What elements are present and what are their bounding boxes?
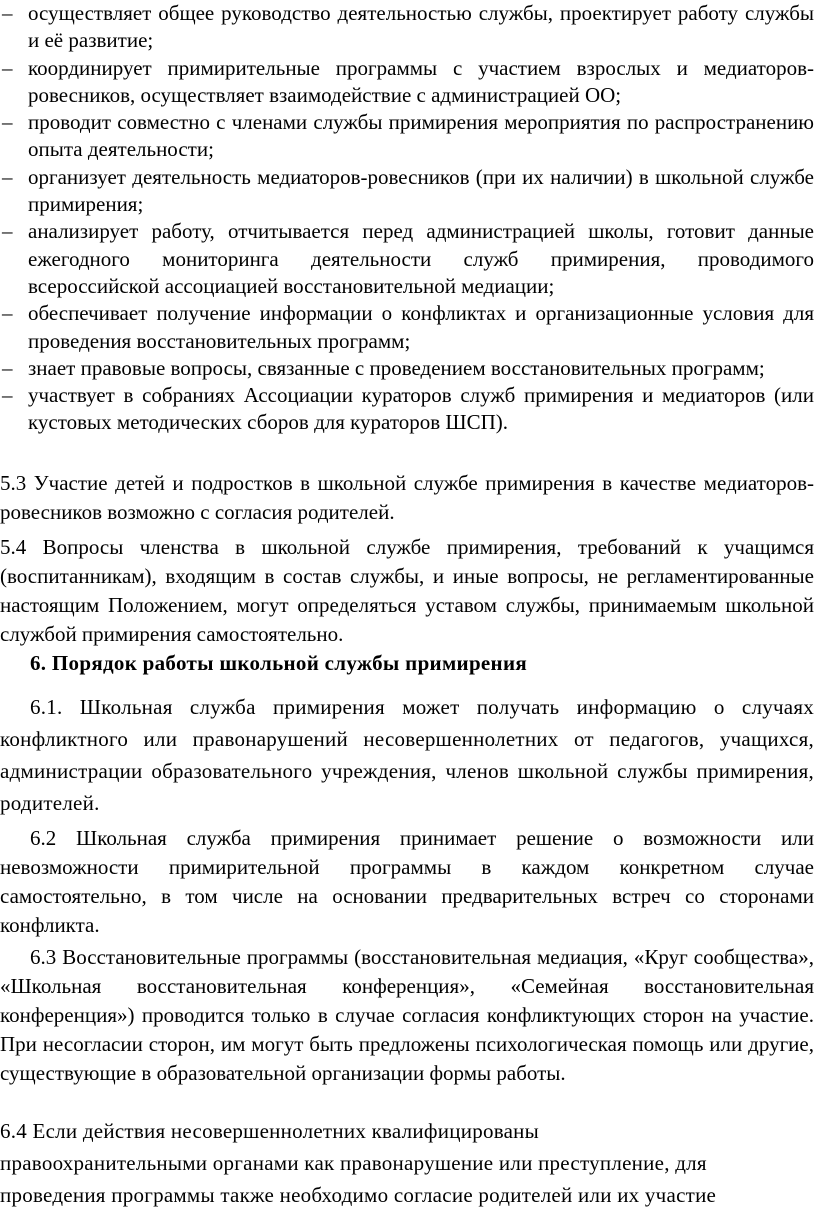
list-item: – обеспечивает получение информации о конфликтах и организационные условия для проведения восстановительных программ; (2, 301, 814, 353)
paragraph-5-3: 5.3 Участие детей и подростков в школьной службе примирения в качестве медиаторов-ровесников возможно с согласия родителей. (0, 471, 814, 524)
dash-marker: – (2, 55, 13, 80)
list-item: – координирует примирительные программы с участием взрослых и медиаторов-ровесников, осуществляет взаимодействие с администрацией ОО; (2, 55, 814, 107)
dash-marker: – (2, 301, 13, 326)
paragraph-6-4 (0, 1115, 814, 1211)
paragraph-6-4-line: 6.4 Если действия несовершеннолетних квалифицированы (0, 1119, 540, 1143)
list-item: – знает правовые вопросы, связанные с проведением восстановительных программ; (0, 355, 814, 382)
dash-marker: – (2, 355, 13, 380)
dash-marker: – (2, 164, 13, 189)
dash-marker: – (2, 1, 13, 25)
list-item: – анализирует работу, отчитывается перед администрацией школы, готовит данные ежегодного мониторинга деятельности служб примирения, проводимого всероссийской ассоциацией восстановительной медиации; (2, 219, 814, 298)
paragraph-6-1: 6.1. Школьная служба примирения может получать информацию о случаях конфликтного или правонарушений несовершеннолетних от педагогов, учащихся, администрации образовательного учреждения, членов школьной службы примирения, родителей. (0, 695, 814, 815)
list-item: – организует деятельность медиаторов-ровесников (при их наличии) в школьной службе примирения; (2, 164, 814, 217)
list-item: – участвует в собраниях Ассоциации кураторов служб примирения и медиаторов (или кустовых методических сборов для кураторов ШСП). (2, 383, 814, 435)
paragraph-6-4-line: правоохранительными органами как правонарушение или преступление, для (0, 1151, 707, 1175)
section-heading: 6. Порядок работы школьной службы примирения (30, 651, 528, 675)
paragraph-6-4-line: проведения программы также необходимо согласие родителей или их участие (0, 1183, 717, 1207)
paragraph-6-3: 6.3 Восстановительные программы (восстановительная медиация, «Круг сообщества», «Школьная восстановительная конференция», «Семейная восстановительная конференция») проводится только в случае согласия конфликтующих сторон на участие. При несогласии сторон, им могут быть предложены психологическая помощь или другие, существующие в образовательной организации формы работы. (0, 945, 814, 1085)
duties-list (0, 0, 814, 437)
paragraph-6-2: 6.2 Школьная служба примирения принимает решение о возможности или невозможности примирительной программы в каждом конкретном случае самостоятельно, в том числе на основании предварительных встреч со сторонами конфликта. (0, 826, 814, 937)
list-item: – осуществляет общее руководство деятельностью службы, проектирует работу службы и её развитие; (2, 1, 814, 53)
dash-marker: – (2, 110, 13, 135)
paragraph-5-4: 5.4 Вопросы членства в школьной службе примирения, требований к учащимся (воспитанникам), входящим в состав службы, и иные вопросы, не регламентированные настоящим Положением, могут определяться уставом службы, принимаемым школьной службой примирения самостоятельно. (0, 535, 814, 646)
dash-marker: – (2, 383, 13, 408)
dash-marker: – (2, 219, 13, 244)
list-item: – проводит совместно с членами службы примирения мероприятия по распространению опыта деятельности; (2, 110, 814, 162)
